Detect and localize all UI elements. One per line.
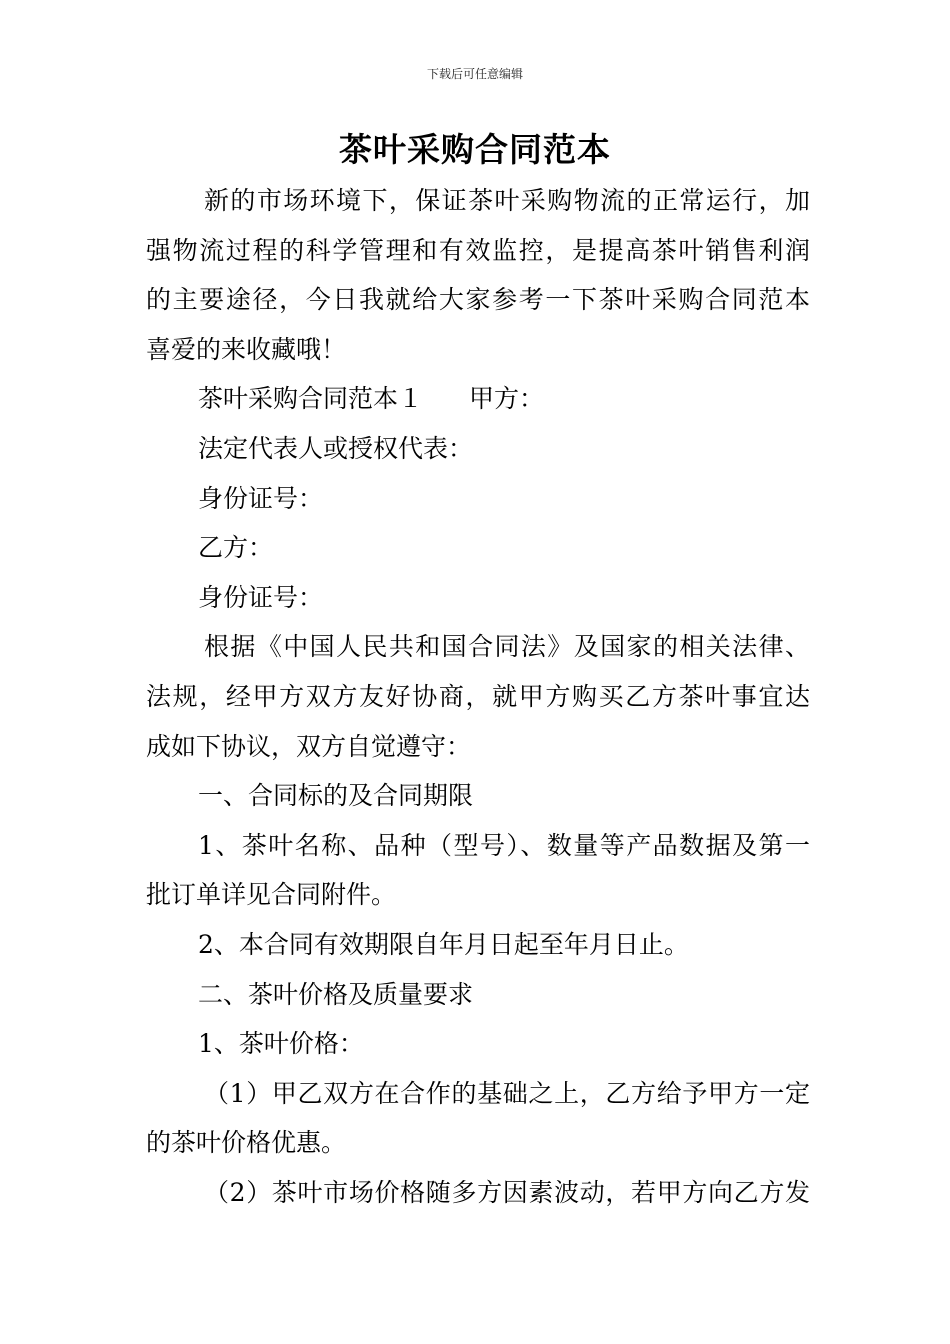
header-note: 下载后可任意编辑: [426, 67, 523, 81]
paragraph-line: （1）甲乙双方在合作的基础之上，乙方给予甲方一定: [204, 1078, 810, 1108]
paragraph-line: 1、茶叶价格：: [198, 1029, 364, 1059]
contract-sample-heading: 茶叶采购合同范本１: [198, 384, 424, 414]
paragraph-line: 2、本合同有效期限自年月日起至年月日止。: [198, 929, 689, 959]
paragraph-line: 法定代表人或授权代表：: [198, 433, 474, 463]
paragraph-line: 强物流过程的科学管理和有效监控，是提高茶叶销售利润: [146, 235, 810, 265]
paragraph-line: 乙方：: [198, 533, 274, 563]
paragraph-line: 的茶叶价格优惠。: [146, 1128, 347, 1158]
section-heading: 一、合同标的及合同期限: [198, 781, 474, 811]
section-heading: 二、茶叶价格及质量要求: [198, 979, 474, 1009]
paragraph-line: 根据《中国人民共和国合同法》及国家的相关法律、: [204, 632, 810, 662]
party-a-label: 甲方：: [469, 384, 545, 414]
paragraph-line: 身份证号：: [198, 483, 324, 513]
document-title: 茶叶采购合同范本: [339, 130, 611, 169]
paragraph-line: [146, 374, 810, 424]
paragraph-line: 1、茶叶名称、品种（型号）、数量等产品数据及第一: [198, 830, 810, 860]
paragraph-line: 法规，经甲方双方友好协商，就甲方购买乙方茶叶事宜达: [146, 681, 810, 711]
document-body: [146, 176, 810, 1217]
paragraph-line: 喜爱的来收藏哦！: [146, 334, 347, 364]
paragraph-line: 批订单详见合同附件。: [146, 880, 397, 910]
paragraph-line: 成如下协议，双方自觉遵守：: [146, 731, 472, 761]
paragraph-line: 新的市场环境下，保证茶叶采购物流的正常运行，加: [204, 186, 810, 215]
paragraph-line: 的主要途径，今日我就给大家参考一下茶叶采购合同范本: [146, 285, 810, 315]
paragraph-line: （2）茶叶市场价格随多方因素波动，若甲方向乙方发: [204, 1177, 810, 1207]
paragraph-line: 身份证号：: [198, 582, 324, 612]
